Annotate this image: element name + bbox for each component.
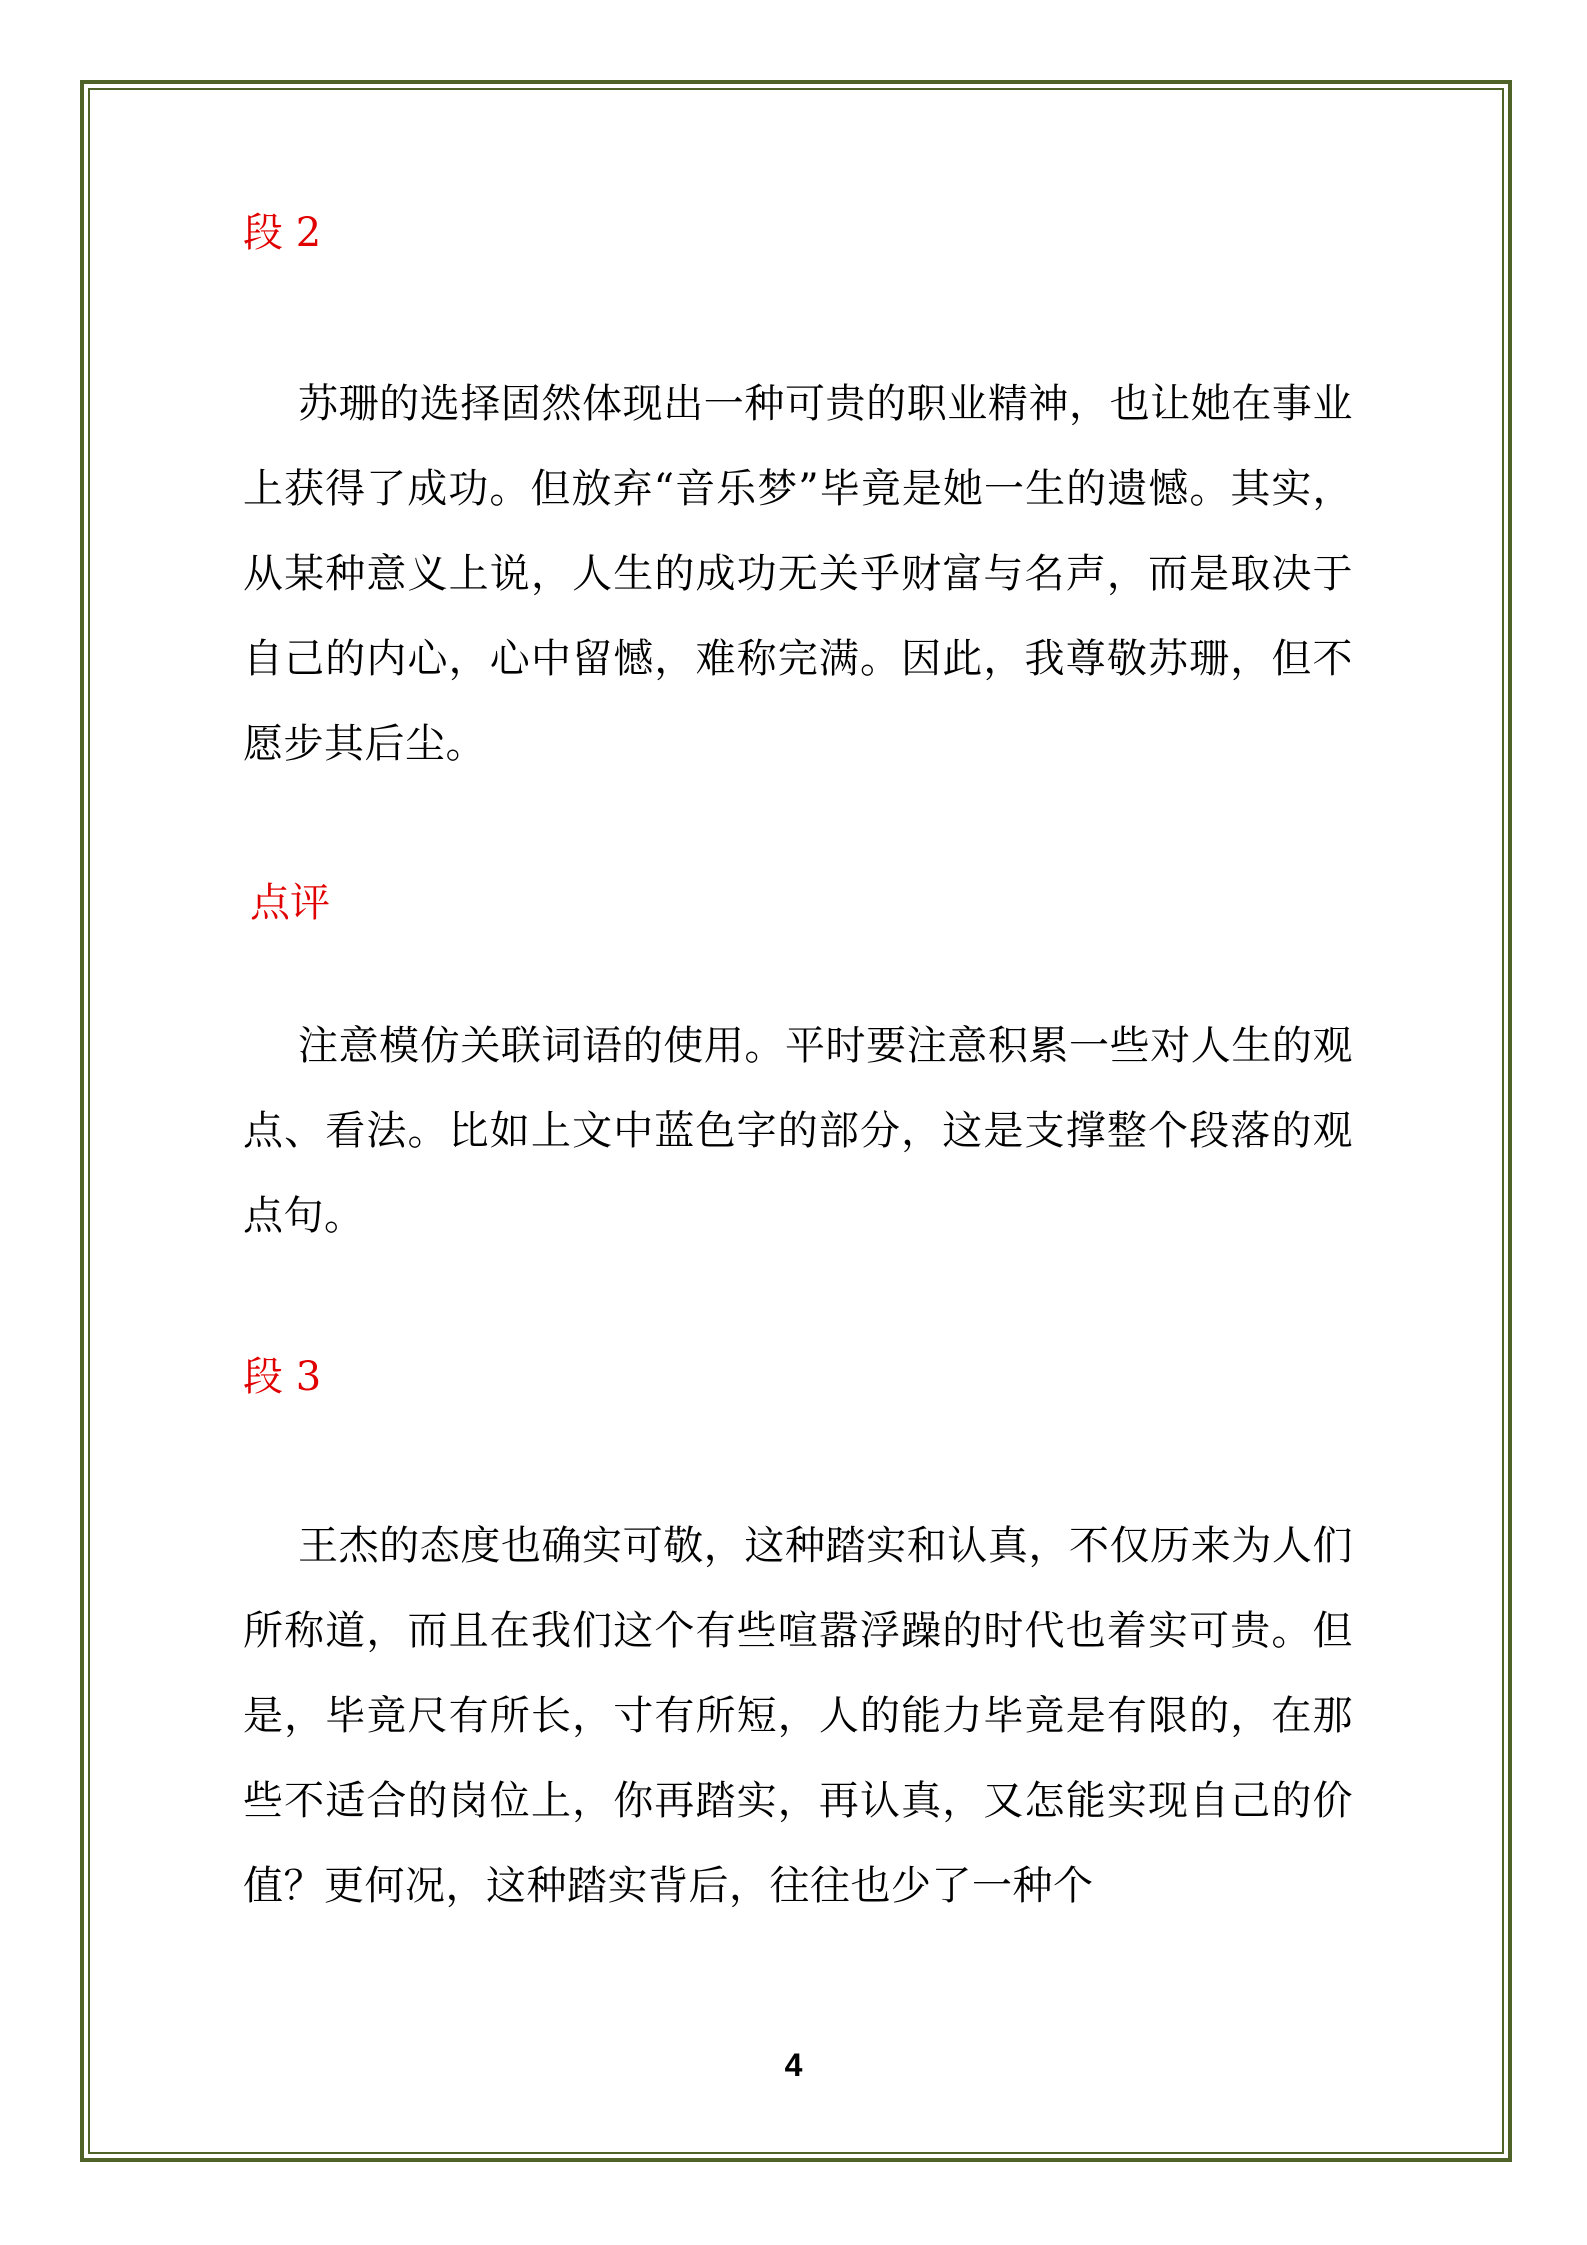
section-3-heading: 段 3: [243, 1354, 322, 1400]
section-2-heading: 段 2: [243, 210, 322, 256]
review-paragraph: 注意模仿关联词语的使用。平时要注意积累一些对人生的观点、看法。比如上文中蓝色字的部分，这是支撑整个段落的观点句。: [243, 1023, 1353, 1239]
section-2-paragraph: 苏珊的选择固然体现出一种可贵的职业精神，也让她在事业上获得了成功。但放弃“音乐梦”毕竟是她一生的遗憾。其实，从某种意义上说，人生的成功无关乎财富与名声，而是取决于自己的内心，心中留憾，难称完满。因此，我尊敬苏珊，但不愿步其后尘。: [243, 381, 1353, 767]
page-number: 4: [784, 2047, 803, 2083]
section-3-paragraph: 王杰的态度也确实可敬，这种踏实和认真，不仅历来为人们所称道，而且在我们这个有些喧嚣浮躁的时代也着实可贵。但是，毕竟尺有所长，寸有所短，人的能力毕竟是有限的，在那些不适合的岗位上，你再踏实，再认真，又怎能实现自己的价值？更何况，这种踏实背后，往往也少了一种个: [243, 1523, 1353, 1909]
review-heading: 点评: [250, 880, 330, 926]
